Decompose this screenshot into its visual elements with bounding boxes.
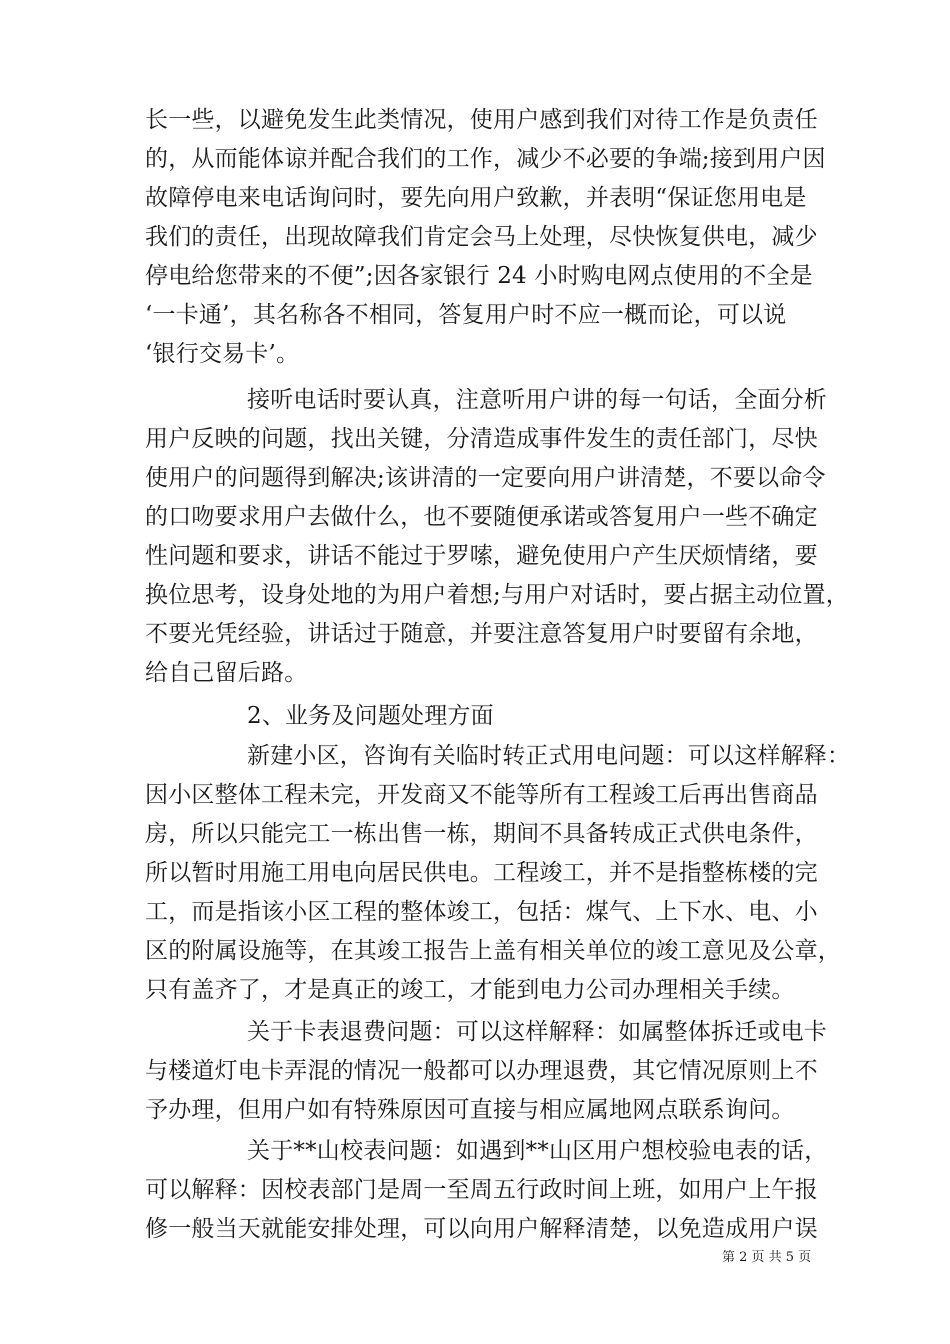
text-line: 我们的责任，出现故障我们肯定会马上处理，尽快恢复供电，减少 bbox=[145, 224, 818, 250]
text-line: 停电给您带来的不便”;因各家银行 24 小时购电网点使用的不全是 bbox=[145, 263, 813, 289]
paragraph-first-line: 接听电话时要认真，注意听用户讲的每一句话，全面分析 bbox=[247, 387, 827, 413]
text-line: 可以解释：因校表部门是周一至周五行政时间上班，如用户上午报 bbox=[145, 1177, 818, 1203]
text-line: 换位思考，设身处地的为用户着想;与用户对话时，要占据主动位置， bbox=[145, 582, 849, 608]
paragraph-first-line: 关于**山校表问题：如遇到**山区用户想校验电表的话， bbox=[247, 1138, 828, 1164]
page-number-footer: 第 2 页 共 5 页 bbox=[722, 1250, 812, 1265]
text-line: 用户反映的问题，找出关键，分清造成事件发生的责任部门，尽快 bbox=[145, 426, 818, 452]
text-line: 因小区整体工程未完，开发商又不能等所有工程竣工后再出售商品 bbox=[145, 782, 818, 808]
text-line: 性问题和要求，讲话不能过于罗嗦，避免使用户产生厌烦情绪，要 bbox=[145, 543, 818, 569]
text-line: 与楼道灯电卡弄混的情况一般都可以办理退费，其它情况原则上不 bbox=[145, 1058, 818, 1084]
text-line: 故障停电来电话询问时，要先向用户致歉，并表明“保证您用电是 bbox=[145, 185, 807, 211]
text-line: 的，从而能体谅并配合我们的工作，减少不必要的争端;接到用户因 bbox=[145, 146, 826, 172]
text-line: ‘一卡通’，其名称各不相同，答复用户时不应一概而论，可以说 bbox=[145, 302, 787, 328]
text-line: 不要光凭经验，讲话过于随意，并要注意答复用户时要留有余地， bbox=[145, 621, 818, 647]
text-line: 的口吻要求用户去做什么，也不要随便承诺或答复用户一些不确定 bbox=[145, 504, 818, 530]
text-line: 使用户的问题得到解决;该讲清的一定要向用户讲清楚，不要以命令 bbox=[145, 465, 826, 491]
paragraph-first-line: 新建小区，咨询有关临时转正式用电问题：可以这样解释： bbox=[247, 743, 851, 769]
text-line: 工，而是指该小区工程的整体竣工，包括：煤气、上下水、电、小 bbox=[145, 899, 818, 925]
text-line: 房，所以只能完工一栋出售一栋，期间不具备转成正式供电条件， bbox=[145, 821, 818, 847]
text-line: 修一般当天就能安排处理，可以向用户解释清楚，以免造成用户误 bbox=[145, 1216, 818, 1242]
text-line: 区的附属设施等，在其竣工报告上盖有相关单位的竣工意见及公章， bbox=[145, 938, 841, 964]
text-line: 只有盖齐了，才是真正的竣工，才能到电力公司办理相关手续。 bbox=[145, 977, 795, 1003]
text-line: 长一些，以避免发生此类情况，使用户感到我们对待工作是负责任 bbox=[145, 107, 818, 133]
text-line: ‘银行交易卡’。 bbox=[145, 341, 300, 367]
text-line: 所以暂时用施工用电向居民供电。工程竣工，并不是指整栋楼的完 bbox=[145, 860, 818, 886]
text-line: 给自己留后路。 bbox=[145, 660, 308, 686]
text-line: 予办理，但用户如有特殊原因可直接与相应属地网点联系询问。 bbox=[145, 1097, 795, 1123]
paragraph-first-line: 关于卡表退费问题：可以这样解释：如属整体拆迁或电卡 bbox=[247, 1019, 827, 1045]
section-heading: 2、业务及问题处理方面 bbox=[247, 703, 494, 729]
